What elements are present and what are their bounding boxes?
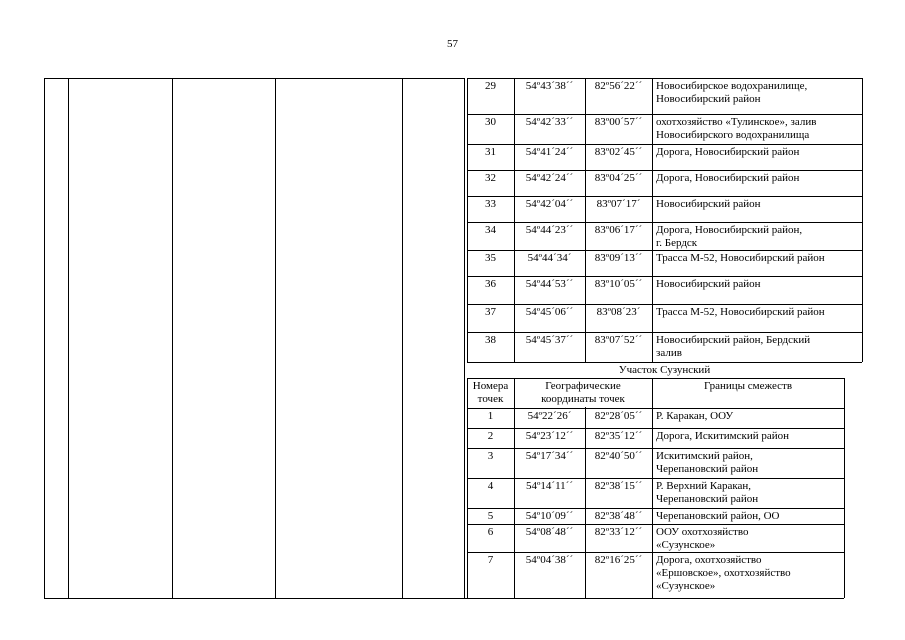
- outer-col-line: [44, 78, 45, 598]
- table-row-line: [467, 378, 844, 379]
- longitude: 82º38´48´´: [594, 510, 643, 522]
- longitude: 82º33´12´´: [594, 526, 643, 538]
- point-number: 33: [485, 198, 496, 210]
- point-number: 36: [485, 278, 496, 290]
- header-coords: координаты точек: [541, 393, 625, 405]
- border-text: Искитимский район,: [656, 450, 753, 462]
- point-number: 35: [485, 252, 496, 264]
- latitude: 54º45´37´´: [525, 334, 574, 346]
- header-coords: Географические: [545, 380, 621, 392]
- border-text: Новосибирский район: [656, 278, 761, 290]
- latitude: 54º42´33´´: [525, 116, 574, 128]
- table-row-line: [467, 222, 862, 223]
- longitude: 82º40´50´´: [594, 450, 643, 462]
- longitude: 82º16´25´´: [594, 554, 643, 566]
- latitude: 54º42´04´´: [525, 198, 574, 210]
- longitude: 82º28´05´´: [594, 410, 643, 422]
- page-number: 57: [447, 38, 458, 50]
- latitude: 54º23´12´´: [525, 430, 574, 442]
- longitude: 83º09´13´´: [594, 252, 643, 264]
- border-text: Трасса М-52, Новосибирский район: [656, 252, 825, 264]
- border-text: Новосибирский район: [656, 93, 761, 105]
- latitude: 54º45´06´´: [525, 306, 574, 318]
- border-text: Трасса М-52, Новосибирский район: [656, 306, 825, 318]
- border-text: Дорога, охотхозяйство: [656, 554, 762, 566]
- border-text: г. Бердск: [656, 237, 698, 249]
- latitude: 54º44´23´´: [525, 224, 574, 236]
- table-row-line: [467, 332, 862, 333]
- table-row-line: [467, 408, 844, 409]
- outer-col-line: [402, 78, 403, 598]
- longitude: 83º08´23´: [596, 306, 641, 318]
- table-col-line: [844, 378, 845, 598]
- border-text: Новосибирский район, Бердский: [656, 334, 811, 346]
- table-row-line: [467, 524, 844, 525]
- table-row-line: [467, 362, 862, 363]
- latitude: 54º04´38´´: [525, 554, 574, 566]
- header-num: точек: [477, 393, 504, 405]
- latitude: 54º44´34´: [527, 252, 572, 264]
- point-number: 34: [485, 224, 496, 236]
- longitude: 82º56´22´´: [594, 80, 643, 92]
- point-number: 5: [487, 510, 494, 522]
- latitude: 54º44´53´´: [525, 278, 574, 290]
- border-text: Р. Каракан, ООУ: [656, 410, 734, 422]
- latitude: 54º08´48´´: [525, 526, 574, 538]
- longitude: 83º07´17´: [596, 198, 641, 210]
- table-row-line: [467, 170, 862, 171]
- table-row-line: [467, 448, 844, 449]
- border-text: Новосибирский район: [656, 198, 761, 210]
- border-text: «Сузунское»: [656, 539, 716, 551]
- border-text: Новосибирского водохранилища: [656, 129, 810, 141]
- point-number: 6: [487, 526, 494, 538]
- point-number: 32: [485, 172, 496, 184]
- header-border: Границы смежеств: [703, 380, 793, 392]
- longitude: 83º10´05´´: [594, 278, 643, 290]
- border-text: «Ершовское», охотхозяйство: [656, 567, 791, 579]
- point-number: 38: [485, 334, 496, 346]
- table-row-line: [467, 144, 862, 145]
- border-text: Р. Верхний Каракан,: [656, 480, 752, 492]
- table-row-line: [467, 598, 844, 599]
- latitude: 54º41´24´´: [525, 146, 574, 158]
- longitude: 83º02´45´´: [594, 146, 643, 158]
- longitude: 83º04´25´´: [594, 172, 643, 184]
- border-text: ООУ охотхозяйство: [656, 526, 749, 538]
- outer-col-line: [464, 78, 465, 598]
- outer-top-line: [44, 78, 464, 79]
- outer-col-line: [275, 78, 276, 598]
- table-row-line: [467, 114, 862, 115]
- border-text: залив: [656, 347, 682, 359]
- longitude: 83º07´52´´: [594, 334, 643, 346]
- longitude: 82º38´15´´: [594, 480, 643, 492]
- table-row-line: [467, 304, 862, 305]
- table-row-line: [467, 428, 844, 429]
- table-row-line: [467, 276, 862, 277]
- table-row-line: [467, 478, 844, 479]
- longitude: 82º35´12´´: [594, 430, 643, 442]
- table-row-line: [467, 250, 862, 251]
- table-col-line: [652, 378, 653, 598]
- table-row-line: [467, 196, 862, 197]
- border-text: Дорога, Новосибирский район: [656, 172, 800, 184]
- point-number: 31: [485, 146, 496, 158]
- longitude: 83º00´57´´: [594, 116, 643, 128]
- header-num: Номера: [472, 380, 509, 392]
- point-number: 4: [487, 480, 494, 492]
- latitude: 54º42´24´´: [525, 172, 574, 184]
- point-number: 30: [485, 116, 496, 128]
- outer-col-line: [172, 78, 173, 598]
- border-text: «Сузунское»: [656, 580, 716, 592]
- table-row-line: [467, 78, 862, 79]
- point-number: 29: [485, 80, 496, 92]
- border-text: Дорога, Новосибирский район: [656, 146, 800, 158]
- table-col-line: [652, 78, 653, 362]
- latitude: 54º14´11´´: [526, 480, 573, 492]
- latitude: 54º43´38´´: [525, 80, 574, 92]
- outer-col-line: [68, 78, 69, 598]
- point-number: 37: [485, 306, 496, 318]
- point-number: 2: [487, 430, 494, 442]
- longitude: 83º06´17´´: [594, 224, 643, 236]
- latitude: 54º22´26´: [527, 410, 572, 422]
- border-text: Черепановский район: [656, 463, 759, 475]
- border-text: Дорога, Новосибирский район,: [656, 224, 803, 236]
- border-text: охотхозяйство «Тулинское», залив: [656, 116, 817, 128]
- point-number: 1: [487, 410, 494, 422]
- table-row-line: [467, 508, 844, 509]
- border-text: Дорога, Искитимский район: [656, 430, 790, 442]
- point-number: 7: [487, 554, 494, 566]
- border-text: Новосибирское водохранилище,: [656, 80, 808, 92]
- table-row-line: [467, 552, 844, 553]
- point-number: 3: [487, 450, 494, 462]
- latitude: 54º10´09´´: [525, 510, 574, 522]
- border-text: Черепановский район: [656, 493, 759, 505]
- latitude: 54º17´34´´: [525, 450, 574, 462]
- table-col-line: [862, 78, 863, 362]
- section-title: Участок Сузунский: [618, 364, 711, 376]
- border-text: Черепановский район, ОО: [656, 510, 780, 522]
